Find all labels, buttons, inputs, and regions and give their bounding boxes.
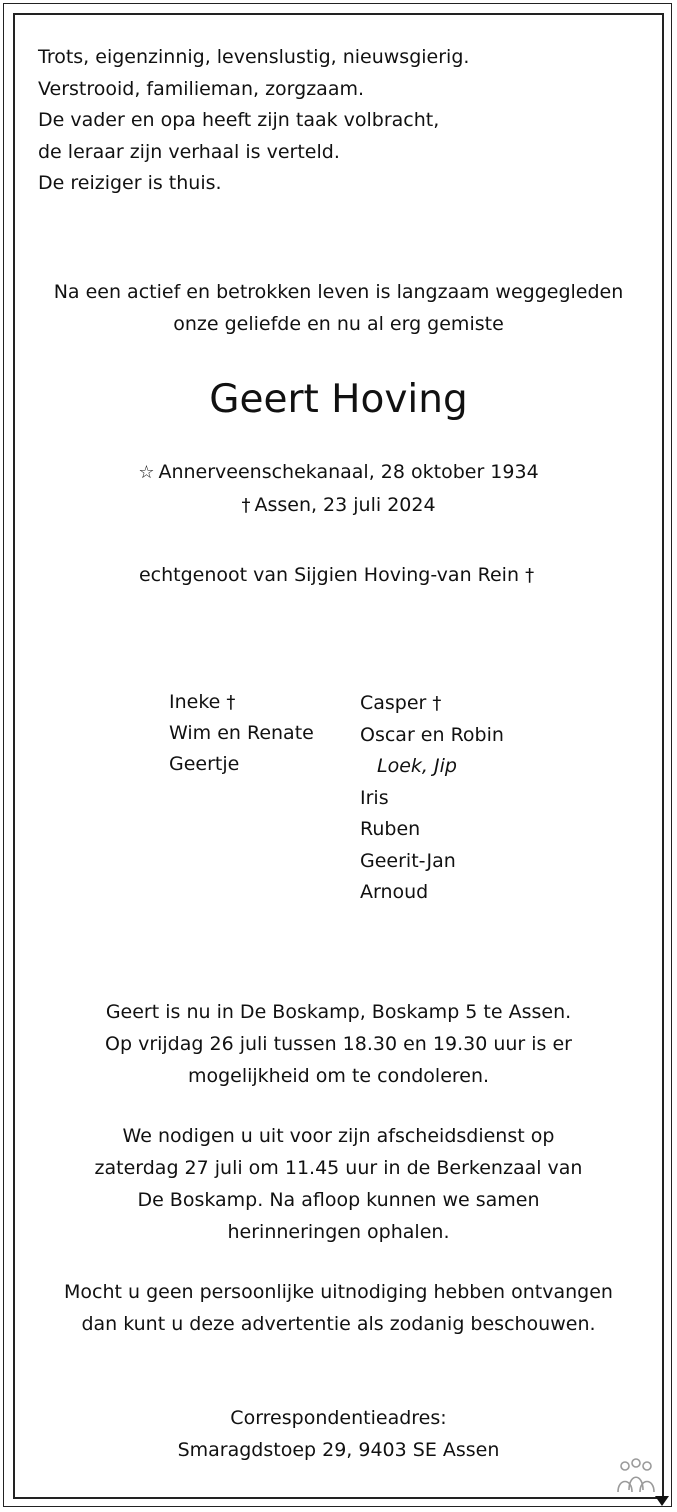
info-line: herinneringen ophalen. [227,1221,450,1243]
cross-icon: † [241,495,251,516]
info-line: We nodigen u uit voor zijn afscheidsdienst op [122,1125,555,1147]
info-line: zaterdag 27 juli om 11.45 uur in de Berkenzaal van [94,1157,583,1179]
deceased-name: Geert Hoving [209,377,468,422]
poem-line: Trots, eigenzinnig, levenslustig, nieuwsgierig. [38,46,470,68]
grandchild-item: Casper † [360,692,442,714]
info-line: Mocht u geen persoonlijke uitnodiging hebben ontvangen [64,1281,613,1303]
poem-line: De vader en opa heeft zijn taak volbracht, [38,109,440,131]
correspondence-label: Correspondentieadres: [230,1407,447,1429]
star-icon: ☆ [138,462,155,483]
intro-line: Na een actief en betrokken leven is langzaam weggegleden [53,281,624,303]
grandchild-item: Oscar en Robin [360,723,504,746]
info-line: mogelijkheid om te condoleren. [187,1065,490,1087]
death-text: Assen, 23 juli 2024 [254,494,436,516]
location-info [0,996,677,1092]
poem-line: de leraar zijn verhaal is verteld. [38,140,340,163]
opening-poem [38,42,469,200]
spouse-line [0,559,677,592]
grandchild-item: Geerit-Jan [360,849,456,872]
correspondence-address-line: Smaragdstoep 29, 9403 SE Assen [177,1439,500,1461]
death-line [0,489,677,522]
children-list [169,687,314,780]
cross-icon: † [226,692,236,713]
correspondence-address [0,1402,677,1466]
poem-line: De reiziger is thuis. [38,172,222,194]
invitation-notice [0,1276,677,1340]
grandchild-item: Ruben [360,818,421,840]
grandchildren-list [360,688,504,909]
people-group-icon [615,1456,657,1498]
cross-icon: † [525,565,535,586]
info-line: dan kunt u deze advertentie als zodanig beschouwen. [81,1313,596,1335]
birth-line [0,456,677,489]
info-line: Geert is nu in De Boskamp, Boskamp 5 te Assen. [105,1001,572,1023]
cross-icon: † [432,693,442,714]
grandchild-item: Arnoud [360,881,429,903]
poem-line: Verstrooid, familieman, zorgzaam. [38,77,365,100]
spouse-text: echtgenoot van Sijgien Hoving-van Rein [138,564,520,586]
life-dates [0,456,677,522]
birth-text: Annerveenschekanaal, 28 oktober 1934 [158,461,539,483]
info-line: Op vrijdag 26 juli tussen 18.30 en 19.30 uur is er [105,1033,572,1055]
great-grandchild-item: Loek, Jip [377,755,457,777]
child-item: Wim en Renate [169,722,314,744]
service-info [0,1120,677,1248]
grandchild-item: Iris [360,786,389,809]
child-item: Geertje [169,753,240,775]
info-line: De Boskamp. Na afloop kunnen we samen [137,1189,540,1211]
triangle-down-icon[interactable] [655,1496,669,1506]
intro-line: onze geliefde en nu al erg gemiste [173,313,504,335]
intro-text [0,276,677,340]
child-item: Ineke † [169,691,236,713]
